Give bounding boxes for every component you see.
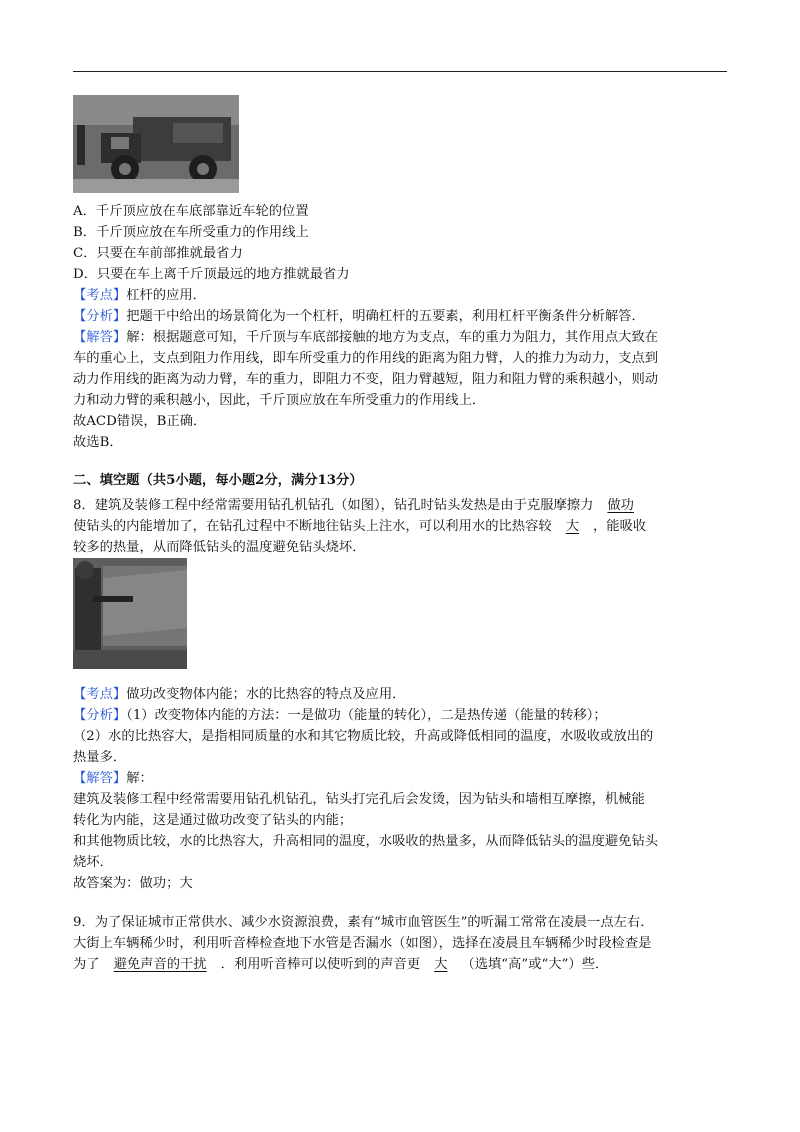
q9-answer-2: 大	[434, 957, 448, 972]
q8-text: ，能吸收	[592, 519, 647, 534]
fenxi-text: （1）改变物体内能的方法：一是做功（能量的转化），二是热传递（能量的转移）；	[126, 708, 607, 723]
option-d: D．只要在车上离千斤顶最远的地方推就最省力	[73, 267, 350, 282]
q8-fenxi-line: （2）水的比热容大，是指相同质量的水和其它物质比较，升高或降低相同的温度，水吸收或放出的	[73, 729, 654, 744]
jieda-tag: 【解答】	[73, 330, 127, 345]
q8-jieda-line: 建筑及装修工程中经常需要用钻孔机钻孔，钻头打完孔后会发烫，因为钻头和墙相互摩擦，机械能	[73, 792, 645, 807]
kaodian-text: 做功改变物体内能；水的比热容的特点及应用．	[126, 687, 406, 702]
q8-line1	[73, 496, 648, 516]
q7-jieda-line: 力和动力臂的乘积越小，因此，千斤顶应放在车所受重力的作用线上．	[73, 393, 486, 408]
q7-fenxi	[73, 307, 645, 327]
q8-line3: 较多的热量，从而降低钻头的温度避免钻头烧坏．	[73, 540, 366, 555]
q8-jieda-line: 转化为内能，这是通过做功改变了钻头的内能；	[73, 813, 353, 828]
fenxi-text: 把题干中给出的场景简化为一个杠杆，明确杠杆的五要素，利用杠杆平衡条件分析解答．	[126, 309, 645, 324]
section-heading: 二、填空题（共5小题，每小题2分，满分13分）	[73, 473, 363, 488]
drill-photo	[73, 558, 187, 669]
option-c: C．只要在车前部推就最省力	[73, 246, 243, 261]
jieda-text: 解：根据题意可知，千斤顶与车底部接触的地方为支点，车的重力为阻力，其作用点大致在	[126, 330, 659, 345]
q9-line1: 9．为了保证城市正常供水、减少水资源浪费，素有“城市血管医生”的听漏工常常在凌晨一点左右．	[73, 915, 654, 930]
fenxi-tag: 【分析】	[73, 708, 127, 723]
q7-jieda-line: 故选B．	[73, 435, 123, 450]
truck-photo	[73, 95, 239, 193]
kaodian-tag: 【考点】	[73, 288, 127, 303]
q8-kaodian	[73, 685, 405, 705]
q8-fenxi-line: 热量多．	[73, 750, 127, 765]
q8-answer-1: 做功	[607, 498, 634, 513]
jieda-tag: 【解答】	[73, 771, 127, 786]
q8-jieda	[73, 769, 153, 789]
option-a: A．千斤顶应放在车底部靠近车轮的位置	[73, 204, 309, 219]
q9-text: （选填“高”或“大”）些．	[461, 957, 609, 972]
q7-jieda-line: 车的重心上，支点到阻力作用线，即车所受重力的作用线的距离为阻力臂，人的推力为动力，支点到	[73, 351, 659, 366]
option-b: B．千斤顶应放在车所受重力的作用线上	[73, 225, 309, 240]
q7-jieda	[73, 328, 658, 348]
q7-kaodian	[73, 286, 206, 306]
q8-text: 使钻头的内能增加了，在钻孔过程中不断地往钻头上注水，可以利用水的比热容较	[73, 519, 552, 534]
q9-answer-1: 避免声音的干扰	[113, 957, 207, 972]
q9-line2: 大街上车辆稀少时，利用听音棒检查地下水管是否漏水（如图），选择在凌晨且车辆稀少时段检查是	[73, 936, 652, 951]
q9-text: ．利用听音棒可以使听到的声音更	[220, 957, 421, 972]
q8-fenxi	[73, 706, 607, 726]
fenxi-tag: 【分析】	[73, 309, 127, 324]
q8-line2	[73, 517, 646, 537]
q8-jieda-line: 和其他物质比较，水的比热容大，升高相同的温度，水吸收的热量多，从而降低钻头的温度避免钻头	[73, 834, 659, 849]
q8-jieda-line: 烧坏．	[73, 855, 113, 870]
q8-jieda-line: 故答案为：做功；大	[73, 876, 193, 891]
kaodian-tag: 【考点】	[73, 687, 127, 702]
kaodian-text: 杠杆的应用．	[126, 288, 206, 303]
q8-text: 8．建筑及装修工程中经常需要用钻孔机钻孔（如图），钻孔时钻头发热是由于克服摩擦力	[73, 498, 594, 513]
q9-line3	[73, 955, 608, 975]
jieda-text: 解：	[126, 771, 153, 786]
q9-text: 为了	[73, 957, 100, 972]
header-rule	[73, 71, 727, 72]
q7-jieda-line: 故ACD错误，B正确．	[73, 414, 207, 429]
q7-jieda-line: 动力作用线的距离为动力臂，车的重力，即阻力不变，阻力臂越短，阻力和阻力臂的乘积越小，则动	[73, 372, 659, 387]
q8-answer-2: 大	[565, 519, 579, 534]
